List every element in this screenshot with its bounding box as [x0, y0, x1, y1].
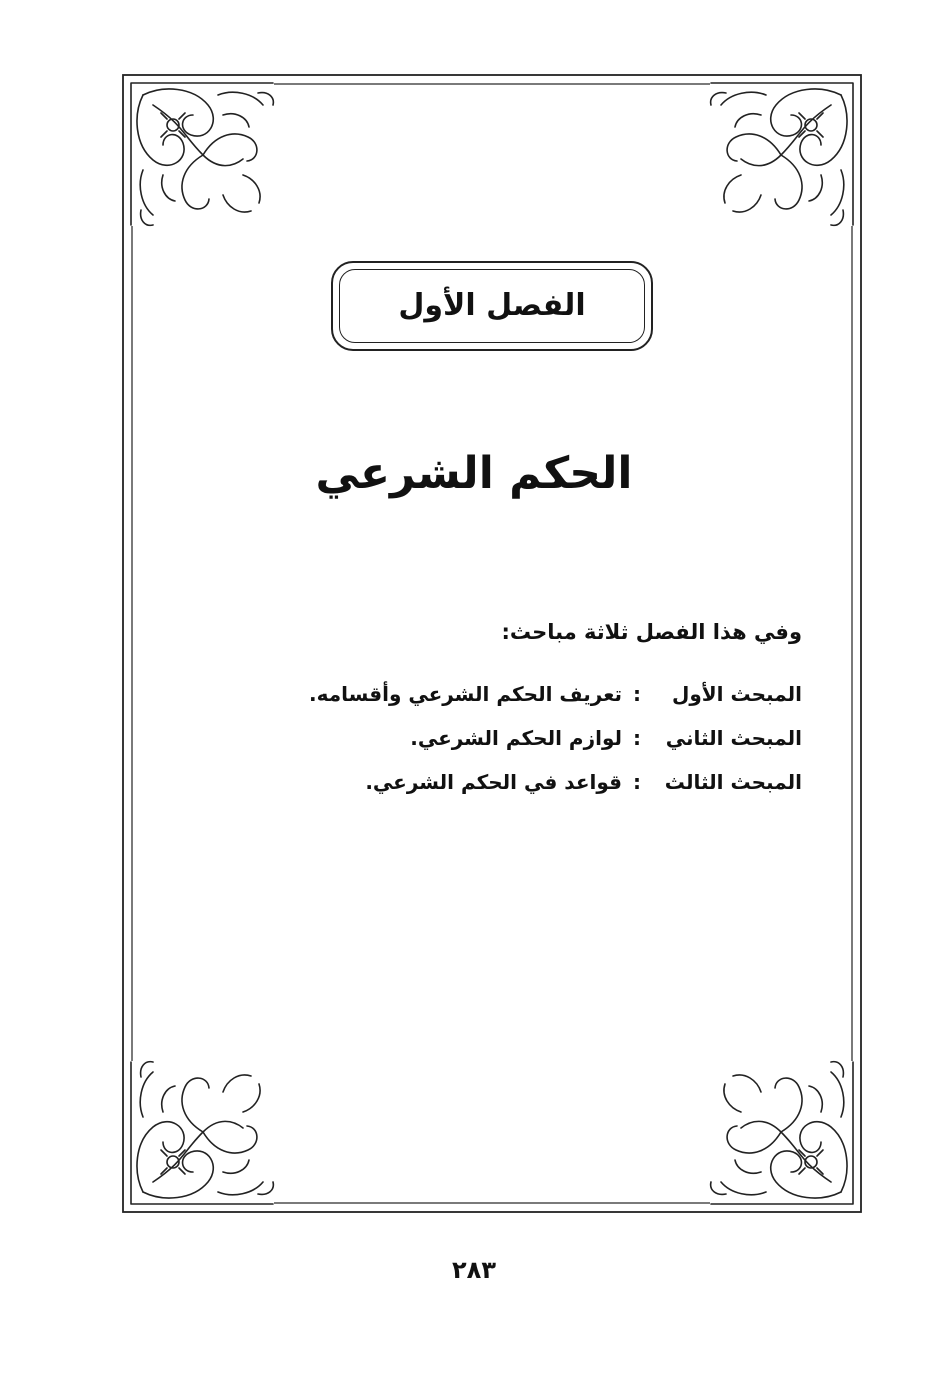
chapter-title: الحكم الشرعي [315, 448, 633, 499]
chapter-label: الفصل الأول [398, 288, 586, 323]
chapter-label-box [331, 261, 653, 351]
section-row [202, 760, 802, 804]
section-separator: : [633, 770, 641, 794]
intro-text: وفي هذا الفصل ثلاثة مباحث: [501, 620, 802, 644]
sections-list [202, 672, 802, 804]
chapter-label-inner-box [339, 269, 645, 343]
section-separator: : [633, 726, 641, 750]
section-text: قواعد في الحكم الشرعي. [365, 770, 622, 794]
section-text: تعريف الحكم الشرعي وأقسامه. [309, 682, 622, 706]
section-separator: : [633, 682, 641, 706]
section-label: المبحث الثالث [664, 770, 802, 794]
section-text: لوازم الحكم الشرعي. [410, 726, 622, 750]
section-label: المبحث الأول [671, 682, 802, 706]
page-number: ٢٨٣ [452, 1256, 496, 1284]
section-row [202, 672, 802, 716]
section-row [202, 716, 802, 760]
section-label: المبحث الثاني [665, 726, 802, 750]
